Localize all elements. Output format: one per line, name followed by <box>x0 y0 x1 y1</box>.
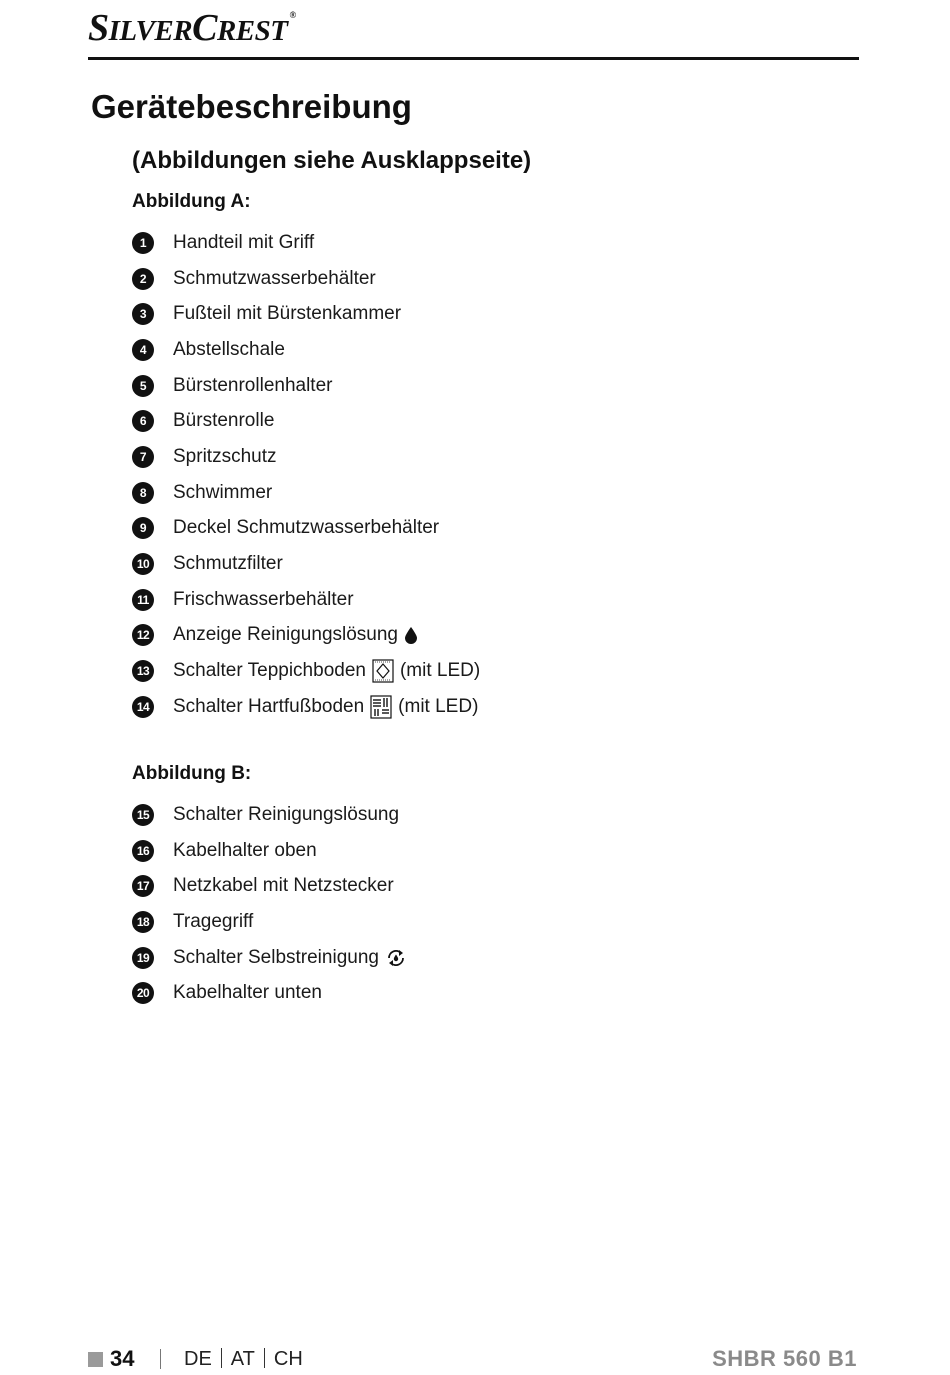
item-number: 19 <box>132 947 154 969</box>
item-text: Schalter Teppichboden <box>173 660 366 682</box>
list-item <box>132 475 480 511</box>
item-text: Schmutzwasserbehälter <box>173 267 376 289</box>
item-text: Handteil mit Griff <box>173 231 315 253</box>
item-number: 13 <box>132 660 154 682</box>
list-item <box>132 797 413 833</box>
item-number: 5 <box>132 375 154 397</box>
item-number: 11 <box>132 589 154 611</box>
list-item <box>132 511 480 547</box>
list-item <box>132 868 413 904</box>
list-item <box>132 833 413 869</box>
item-suffix: (mit LED) <box>399 660 481 682</box>
item-text: Fußteil mit Bürstenkammer <box>173 303 402 325</box>
item-number: 3 <box>132 303 154 325</box>
list-item <box>132 261 480 297</box>
item-number: 1 <box>132 232 154 254</box>
list-item <box>132 403 480 439</box>
figure-b-list <box>132 797 413 1011</box>
item-number: 8 <box>132 482 154 504</box>
page-number: 34 <box>110 1346 135 1371</box>
list-item <box>132 975 413 1011</box>
figure-a-label: Abbildung A: <box>132 191 251 212</box>
item-text: Netzkabel mit Netzstecker <box>173 875 394 897</box>
page-subtitle: (Abbildungen siehe Ausklappseite) <box>132 147 532 174</box>
self-cleaning-icon <box>385 947 407 969</box>
lang-de: DE <box>184 1348 212 1370</box>
hard-floor-icon <box>370 695 392 719</box>
footer-square-marker <box>88 1352 103 1367</box>
item-text: Schwimmer <box>173 481 273 503</box>
item-number: 4 <box>132 339 154 361</box>
list-item <box>132 225 480 261</box>
item-suffix: (mit LED) <box>398 695 479 717</box>
item-number: 9 <box>132 517 154 539</box>
item-text: Anzeige Reinigungslösung <box>173 624 398 646</box>
lang-divider <box>221 1348 222 1368</box>
model-number: SHBR 560 B1 <box>712 1346 857 1371</box>
item-number: 18 <box>132 911 154 933</box>
item-text: Schalter Reinigungslösung <box>173 803 400 825</box>
page-footer <box>0 1345 950 1375</box>
water-drop-icon <box>404 626 418 644</box>
lang-ch: CH <box>273 1348 303 1370</box>
item-text: Deckel Schmutzwasserbehälter <box>173 517 440 539</box>
item-text: Frischwasserbehälter <box>173 588 354 610</box>
list-item <box>132 439 480 475</box>
item-number: 2 <box>132 268 154 290</box>
item-text: Tragegriff <box>173 910 254 932</box>
page-title: Gerätebeschreibung <box>91 88 412 125</box>
list-item <box>132 368 480 404</box>
header-rule <box>88 57 859 60</box>
item-text: Kabelhalter oben <box>173 839 317 861</box>
item-number: 20 <box>132 982 154 1004</box>
item-text: Schmutzfilter <box>173 553 283 575</box>
list-item <box>132 332 480 368</box>
item-number: 12 <box>132 624 154 646</box>
item-text: Bürstenrolle <box>173 410 275 432</box>
lang-at: AT <box>230 1348 255 1370</box>
list-item <box>132 546 480 582</box>
footer-divider <box>160 1349 161 1369</box>
carpet-icon <box>372 659 394 683</box>
list-item <box>132 582 480 618</box>
item-text: Abstellschale <box>173 338 285 360</box>
list-item <box>132 618 480 654</box>
list-item <box>132 689 480 725</box>
item-number: 15 <box>132 804 154 826</box>
item-number: 17 <box>132 875 154 897</box>
list-item <box>132 940 413 976</box>
item-number: 7 <box>132 446 154 468</box>
item-text: Kabelhalter unten <box>173 982 322 1004</box>
brand-logo: SILVERCREST ® <box>88 7 296 49</box>
item-number: 6 <box>132 410 154 432</box>
item-number: 10 <box>132 553 154 575</box>
list-item <box>132 296 480 332</box>
footer-languages <box>184 1348 303 1371</box>
item-number: 14 <box>132 696 154 718</box>
list-item <box>132 904 413 940</box>
figure-a-list <box>132 225 480 725</box>
item-number: 16 <box>132 840 154 862</box>
lang-divider <box>264 1348 265 1368</box>
item-text: Schalter Hartfußboden <box>173 695 365 717</box>
item-text: Schalter Selbstreinigung <box>173 946 379 968</box>
figure-b-label: Abbildung B: <box>132 763 252 784</box>
item-text: Bürstenrollenhalter <box>173 374 333 396</box>
item-text: Spritzschutz <box>173 445 277 467</box>
list-item <box>132 653 480 689</box>
